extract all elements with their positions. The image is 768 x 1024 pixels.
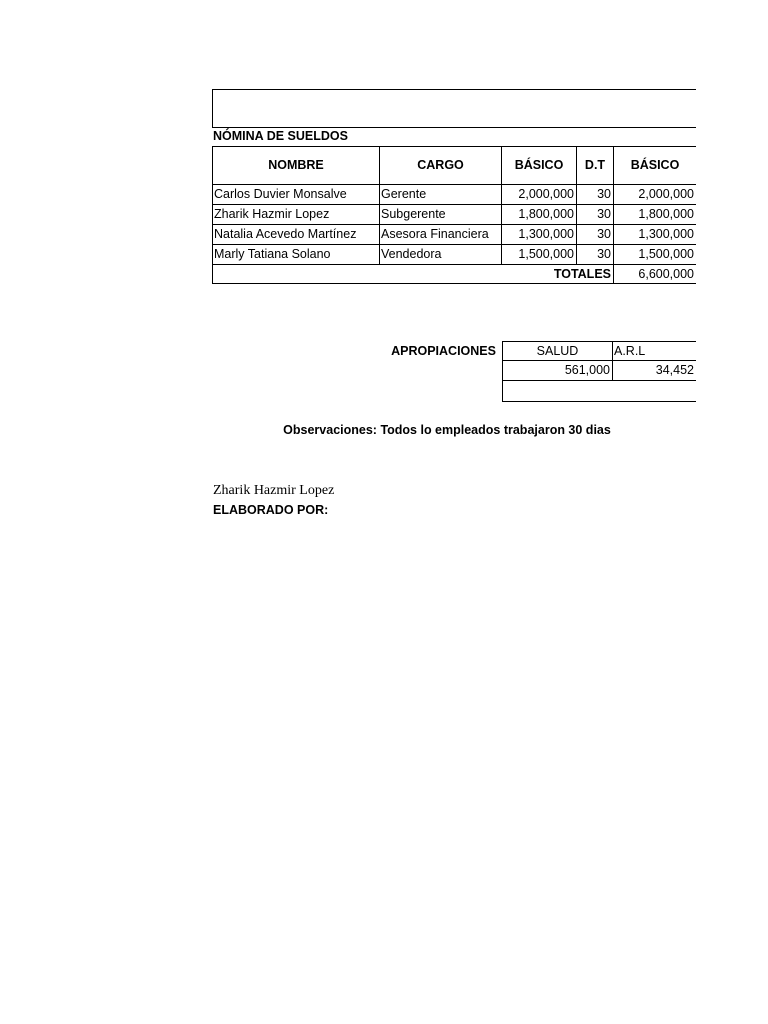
col-header-cargo: CARGO: [379, 146, 501, 185]
cell-basico: 2,000,000: [501, 185, 576, 205]
cell-dt: 30: [576, 205, 613, 225]
apropiaciones-empty-row: [502, 381, 696, 402]
cell-cargo: Gerente: [379, 185, 501, 205]
signature-name: Zharik Hazmir Lopez: [213, 483, 335, 498]
totals-value: 6,600,000: [613, 265, 696, 284]
cell-nombre: Zharik Hazmir Lopez: [212, 205, 379, 225]
cell-nombre: Natalia Acevedo Martínez: [212, 225, 379, 245]
cell-dt: 30: [576, 225, 613, 245]
cell-basico-total: 1,800,000: [613, 205, 696, 225]
header-box: [212, 89, 696, 128]
col-header-nombre: NOMBRE: [212, 146, 379, 185]
cell-dt: 30: [576, 185, 613, 205]
cell-basico: 1,500,000: [501, 245, 576, 265]
apropiaciones-header-salud: SALUD: [502, 341, 612, 361]
cell-nombre: Marly Tatiana Solano: [212, 245, 379, 265]
cell-dt: 30: [576, 245, 613, 265]
cell-basico-total: 1,500,000: [613, 245, 696, 265]
payroll-table: [212, 146, 696, 284]
totals-label: TOTALES: [212, 265, 613, 284]
apropiaciones-value-salud: 561,000: [502, 361, 612, 381]
observaciones-text: Observaciones: Todos lo empleados trabajaron 30 dias: [283, 423, 611, 437]
apropiaciones-header-arl: A.R.L: [612, 341, 696, 361]
col-header-basico-total: BÁSICO: [613, 146, 696, 185]
cell-basico-total: 2,000,000: [613, 185, 696, 205]
cell-basico-total: 1,300,000: [613, 225, 696, 245]
cell-cargo: Subgerente: [379, 205, 501, 225]
cell-basico: 1,300,000: [501, 225, 576, 245]
cell-nombre: Carlos Duvier Monsalve: [212, 185, 379, 205]
elaborado-por-label: ELABORADO POR:: [213, 503, 329, 517]
col-header-basico: BÁSICO: [501, 146, 576, 185]
cell-cargo: Vendedora: [379, 245, 501, 265]
apropiaciones-label: APROPIACIONES: [391, 344, 496, 358]
payroll-title: NÓMINA DE SUELDOS: [213, 129, 348, 143]
apropiaciones-table: [502, 341, 696, 402]
col-header-dt: D.T: [576, 146, 613, 185]
cell-cargo: Asesora Financiera: [379, 225, 501, 245]
cell-basico: 1,800,000: [501, 205, 576, 225]
apropiaciones-value-arl: 34,452: [612, 361, 696, 381]
